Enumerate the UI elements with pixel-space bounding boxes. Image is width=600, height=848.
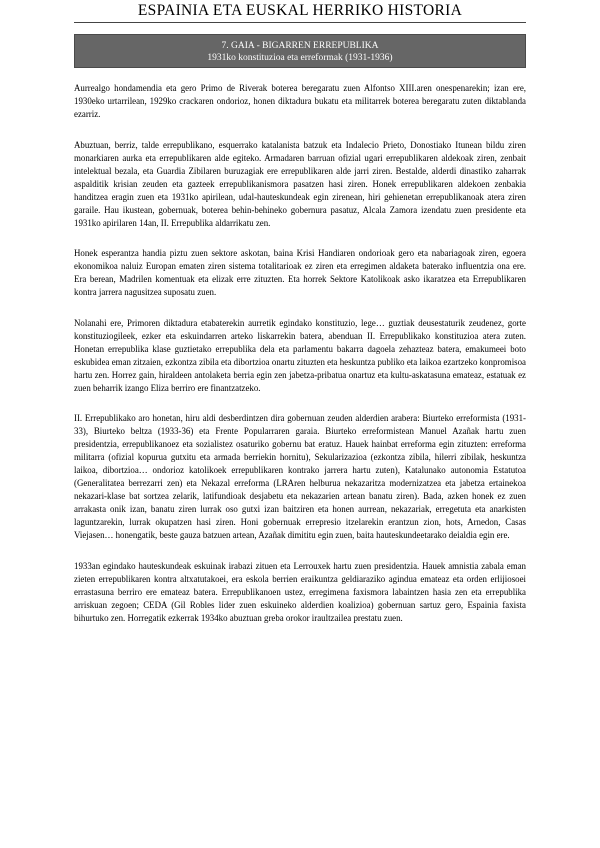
chapter-subheading: 1931ko konstituzioa eta erreformak (1931-1936) bbox=[207, 53, 393, 63]
body-text bbox=[74, 82, 526, 642]
paragraph: Nolanahi ere, Primoren diktadura etabaterekin aurretik egindako konstituzio, lege… guztiak deusestaturik zeudenez, gorte konstituziogileek, ezker eta eskuindarren arteko liskarrekin batera, abenduan II. Errepublikako konstituzioa atera zuten. Honetan errepublika klase guztietako errepublika dela eta parlamentu bakarra dagoela zehazteaz batera, emakumeei boto eskubidea eman zitzaien, ezkontza zibila eta dibortzioa onartu zituzten eta heskuntza publiko eta laikoa ezartzeko konpromisoa hartu zen. Horrez gain, hiraldeen antolaketa berria egin zen jabetza-pribatua onartuz eta kultu-askatasuna emateaz, estatuak ez zuen beharrik izango Eliza berriro ere finantzatzeko. bbox=[74, 317, 526, 393]
paragraph: II. Errepublikako aro honetan, hiru aldi desberdintzen dira gobernuan zeuden alderdien arabera: Biurteko erreformista (1931-33), Biurteko beltza (1933-36) eta Frente Popularraren garaia. Biurteko erreformistean Manuel Azañak hartu zuen presidentzia, errepublikanoez eta sozialistez osaturiko gobernu bat eratuz. Hauek hainbat erreforma egin zituzten: erreforma militarra (ofizial kopurua gutxitu eta armada berriekin hornitu), Sekularizazioa (ezkontza zibila, hilerri zibilak, heskuntza laikoa, dibortzioa… ondorioz katolikoek errepublikaren kontrako jarrera hartu zuten), Katalunako autonomia Estatutoa (Generalitatea berrezarri zen) eta Nekazal erreforma (LRAren helburua nekazaritza modernizatzea eta jabetza ertainekoa nekazari-klase bat sortzea zelarik, latifundioak desjabetu eta nekazarien artean banatu ziren). Bada, azken honek ez zuen arrakasta onik izan, banatu ziren lurrak oso gutxi izan baitziren eta honen aurrean, nekazariak, erregetuta eta anarkisten laguntzarekin, lurrak okupatzen hasi ziren. Honi gobernuak errepresio itzelarekin erantzun zion, hots, Arnedon, Casas Viejasen… honengatik, beste gauza batzuen artean, Azañak dimititu egin zuen, baita hauteskundeetarako deialdia egin ere. bbox=[74, 413, 526, 540]
paragraph: Aurrealgo hondamendia eta gero Primo de Riverak boterea beregaratu zuen Alfontso XIII.aren onespenarekin; izan ere, 1930eko urtarrilean, 1929ko crackaren ondorioz, honen diktadura bukatu eta militarrek boterea beregaratu zuten diktablanda ezarriz. bbox=[74, 83, 526, 119]
paragraph: 1933an egindako hauteskundeak eskuinak irabazi zituen eta Lerrouxek hartu zuen presidentzia. Hauek amnistia zabala eman zieten errepublikaren kontra altxatutakoei, era eskola berrien eraikuntza geldiaraziko agindua emateaz eta orden erlijiosoei errastasuna berriro ere emateaz batera. Errepublikanoen ustez, erregimena faxismora labaintzen hasia zen eta errepublika arriskuan zegoen; CEDA (Gil Robles lider zuen eskuineko alderdien koalizioa) gobernuan sartuz gero, Espainia faxista bihurtuko zen. Horregatik ezkerrak 1934ko abuztuan greba orokor iraultzailea prestatu zuen. bbox=[74, 560, 526, 623]
title-underline bbox=[74, 22, 526, 23]
chapter-banner bbox=[74, 34, 526, 68]
paragraph: Honek esperantza handia piztu zuen sektore askotan, baina Krisi Handiaren ondorioak gero eta nabariagoak ziren, egoera ekonomikoa naluiz Europan ematen ziren sistema totalitarioak ez ziren eta erregimen aldaketa baterako influentzia ona ere. Era berean, Madrilen komentuak eta elizak erre zituzten. Eta horrek Sektore Katolikoak asko ikaratzea eta Errepublikaren kontra jarrera nagusitzea suposatu zuen. bbox=[74, 248, 526, 297]
paragraph: Abuztuan, berriz, talde errepublikano, esquerrako katalanista batzuk eta Indalecio Prieto, Donostiako Itunean bildu ziren monarkiaren aurka eta errepublikaren alde egiteko. Armadaren barruan ofizial ugari errepublikaren aldekoak ziren, zenbait intelektual bezala, eta Guardia Zibilaren buruzagiak ere errepublikaren alde jarri ziren. Bestalde, alderdi dinastiko zaharrak aspalditik krisian zeuden eta gazteek errepublikanismora pasatzen hasi ziren. Honek errepublikaren aldekoen zenbakia handitzea eragin zuen eta 1931ko apirilean, udal-hauteskundeak egin zirenean, hiri gehienetan errepublikanoak atera ziren garaile. Hau ikustean, gobernuak, boterea behin-behineko gobernura pasatuz, Alcala Zamora izendatu zuen presidente eta 1931ko apirilaren 14an, II. Errepublika aldarrikatu zen. bbox=[74, 139, 526, 228]
page-title: ESPAINIA ETA EUSKAL HERRIKO HISTORIA bbox=[137, 2, 463, 19]
chapter-heading: 7. GAIA - BIGARREN ERREPUBLIKA bbox=[221, 41, 379, 51]
